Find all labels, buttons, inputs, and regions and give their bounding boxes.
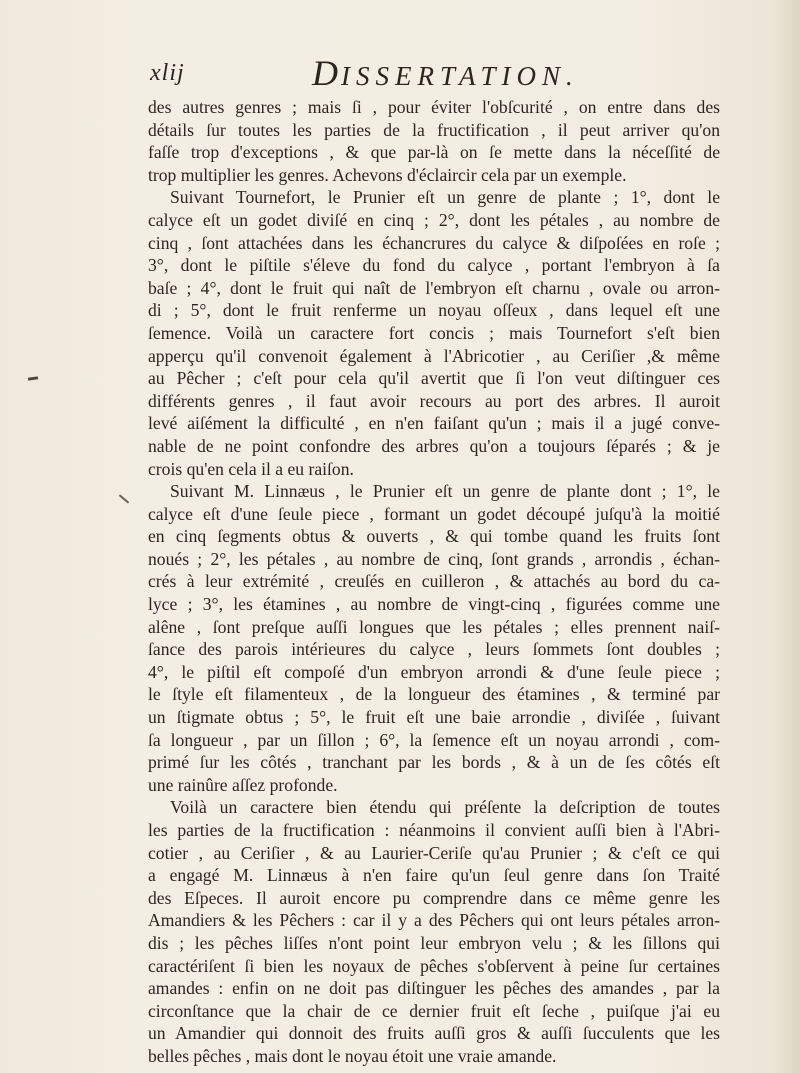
text-line: Suivant M. Linnæus , le Prunier eſt un genre de plante dont ; 1°, le	[170, 481, 720, 502]
text-line: a engagé M. Linnæus à n'en faire qu'un ſeul genre dans ſon Traité	[148, 865, 720, 886]
text-line: 4°, le piſtil eſt compoſé d'un embryon arrondi & d'une ſeule piece ;	[148, 661, 720, 682]
text-line: di ; 5°, dont le fruit renferme un noyau oſſeux , dans lequel eſt une	[148, 300, 720, 321]
text-line: des autres genres ; mais ſi , pour éviter l'obſcurité , on entre dans des	[148, 97, 720, 117]
text-line: belles pêches , mais dont le noyau étoit une vraie amande.	[148, 1045, 557, 1066]
text-line: dis ; les pêches liſſes n'ont point leur embryon velu ; & les ſillons qui	[148, 932, 720, 953]
page-edge-shadow	[774, 0, 800, 1073]
text-line: un Amandier qui donnoit des fruits auſſi gros & auſſi ſucculents que les	[148, 1023, 720, 1044]
text-line: alêne , ſont preſque auſſi longues que les pétales ; elles prennent naiſ-	[148, 616, 720, 637]
text-line: baſe ; 4°, dont le fruit qui naît de l'embryon eſt charnu , ovale ou arron-	[148, 277, 720, 298]
text-line: des Eſpeces. Il auroit encore pu comprendre dans ce même genre les	[148, 887, 720, 908]
margin-mark	[28, 376, 38, 380]
text-line: détails ſur toutes les parties de la fructification , il peut arriver qu'on	[148, 119, 720, 140]
text-line: amandes : enfin on ne doit pas diſtinguer les pêches des amandes , par la	[148, 978, 720, 999]
text-line: en cinq ſegments obtus & ouverts , & qui tombe quand les fruits ſont	[148, 526, 720, 547]
text-line: 3°, dont le piſtile s'éleve du fond du calyce , portant l'embryon à ſa	[148, 255, 720, 276]
running-head	[312, 52, 579, 94]
running-head-rest: ISSERTATION.	[341, 61, 579, 91]
page-number: xlij	[150, 60, 185, 86]
running-head-initial: D	[312, 53, 341, 93]
text-line: calyce eſt d'une ſeule piece , formant un godet découpé juſqu'à la moitié	[148, 503, 720, 524]
margin-mark	[119, 494, 129, 503]
text-line: crés à leur extrémité , creuſés en cuilleron , & attachés au bord du ca-	[148, 571, 720, 592]
text-line: ſance des parois intérieures du calyce , leurs ſommets ſont doubles ;	[148, 639, 720, 660]
text-line: apperçu qu'il convenoit également à l'Abricotier , au Ceriſier ,& même	[148, 345, 720, 366]
text-line: cinq , ſont attachées dans les échancrures du calyce & diſpoſées en roſe ;	[148, 232, 720, 253]
text-line: Suivant Tournefort, le Prunier eſt un genre de plante ; 1°, dont le	[170, 187, 720, 208]
text-line: une rainûre aſſez profonde.	[148, 774, 338, 795]
text-line: ſa longueur , par un ſillon ; 6°, la ſemence eſt un noyau arrondi , com-	[148, 729, 720, 750]
text-line: circonſtance que la chair de ce dernier fruit eſt ſeche , puiſque j'ai eu	[148, 1000, 720, 1021]
text-line: au Pêcher ; c'eſt pour cela qu'il avertit que ſi l'on veut diſtinguer ces	[148, 368, 720, 389]
text-line: ſemence. Voilà un caractere fort concis ; mais Tournefort s'eſt bien	[148, 322, 720, 343]
text-line: trop multiplier les genres. Achevons d'éclaircir cela par un exemple.	[148, 164, 627, 185]
text-line: noués ; 2°, les pétales , au nombre de cinq, ſont grands , arrondis , échan-	[148, 548, 720, 569]
body-text	[148, 96, 720, 1068]
page-header	[150, 52, 710, 92]
text-line: primé ſur les côtés , tranchant par les bords , & à un de ſes côtés eſt	[148, 752, 720, 773]
text-line: lyce ; 3°, les étamines , au nombre de vingt-cinq , figurées comme une	[148, 594, 720, 615]
text-line: crois qu'en cela il a eu raiſon.	[148, 458, 354, 479]
text-line: calyce eſt un godet diviſé en cinq ; 2°, dont les pétales , au nombre de	[148, 209, 720, 230]
text-line: cotier , au Ceriſier , & au Laurier-Ceriſe qu'au Prunier ; & c'eſt ce qui	[148, 842, 720, 863]
text-line: faſſe trop d'exceptions , & que par-là on ſe mette dans la néceſſité de	[148, 142, 720, 163]
text-line: le ſtyle eſt filamenteux , de la longueur des étamines , & terminé par	[148, 684, 720, 705]
text-line: nable de ne point confondre des arbres qu'on a toujours ſéparés ; & je	[148, 435, 720, 456]
text-line: caractériſent ſi bien les noyaux de pêches s'obſervent à peine ſur certaines	[148, 955, 720, 976]
text-line: un ſtigmate obtus ; 5°, le fruit eſt une baie arrondie , diviſée , ſuivant	[148, 707, 720, 728]
text-line: différents genres , il faut avoir recours au port des arbres. Il auroit	[148, 390, 720, 411]
text-line: levé aiſément la difficulté , en n'en faiſant qu'un ; mais il a jugé conve-	[148, 413, 720, 434]
text-line: Voilà un caractere bien étendu qui préſente la deſcription de toutes	[170, 797, 720, 818]
text-line: les parties de la fructification : néanmoins il convient auſſi bien à l'Abri-	[148, 820, 720, 840]
text-line: Amandiers & les Pêchers : car il y a des Pêchers qui ont leurs pétales arron-	[148, 910, 720, 931]
